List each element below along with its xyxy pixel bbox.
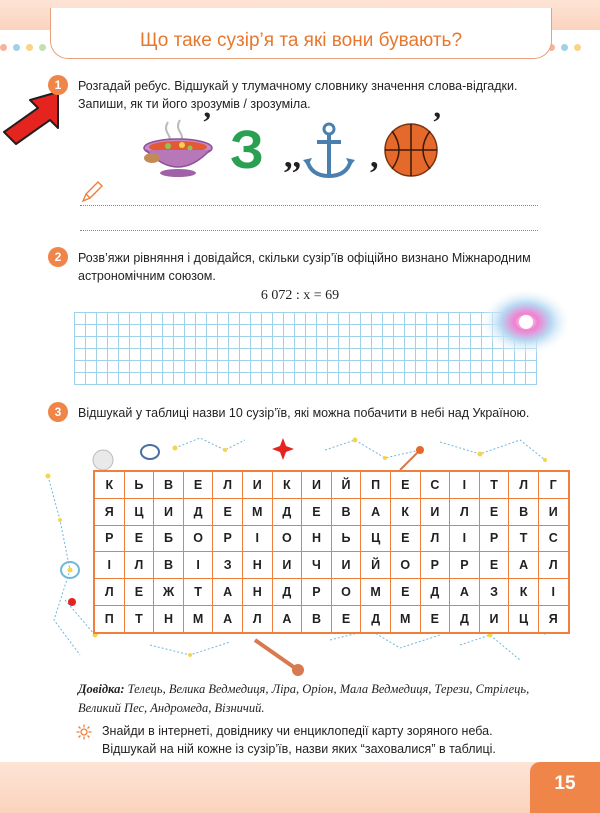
grid-cell[interactable]: А xyxy=(450,579,480,606)
grid-cell[interactable]: М xyxy=(390,605,420,632)
grid-cell[interactable]: Ц xyxy=(124,498,154,525)
grid-cell[interactable]: Я xyxy=(538,605,568,632)
answer-grid[interactable] xyxy=(74,312,537,385)
grid-cell[interactable]: П xyxy=(361,471,391,498)
extra-task-text: Знайди в інтернеті, довіднику чи енциклопедії карту зоряного неба. Відшукай на ній кожне із сузір’їв, назви яких “заховалися” в таблиці. xyxy=(102,724,496,756)
grid-cell[interactable]: Л xyxy=(213,471,243,498)
page-number: 15 xyxy=(530,762,600,813)
grid-cell[interactable]: И xyxy=(479,605,509,632)
grid-cell[interactable]: И xyxy=(302,471,332,498)
grid-cell[interactable]: Е xyxy=(302,498,332,525)
anchor-icon xyxy=(303,122,355,182)
task-number-2: 2 xyxy=(48,247,68,267)
hint-label: Довідка: xyxy=(78,682,125,696)
grid-cell[interactable]: З xyxy=(213,552,243,579)
task-1-text: Розгадай ребус. Відшукай у тлумачному словнику значення слова-відгадки. Запиши, як ти його зрозумів / зрозуміла. xyxy=(78,79,518,111)
grid-cell[interactable]: М xyxy=(242,498,272,525)
grid-cell[interactable]: Ч xyxy=(302,552,332,579)
grid-row xyxy=(94,471,569,498)
grid-cell[interactable]: А xyxy=(509,552,539,579)
grid-row xyxy=(94,498,569,525)
task-number-1: 1 xyxy=(48,75,68,95)
grid-cell[interactable]: В xyxy=(302,605,332,632)
grid-cell[interactable]: П xyxy=(94,605,124,632)
grid-cell[interactable]: Е xyxy=(420,605,450,632)
grid-cell[interactable]: Л xyxy=(94,579,124,606)
grid-cell[interactable]: О xyxy=(390,552,420,579)
grid-cell[interactable]: И xyxy=(538,498,568,525)
grid-cell[interactable]: Т xyxy=(479,471,509,498)
grid-cell[interactable]: В xyxy=(154,471,184,498)
grid-cell[interactable]: І xyxy=(450,525,480,552)
grid-cell[interactable]: Л xyxy=(538,552,568,579)
grid-cell[interactable]: Н xyxy=(242,579,272,606)
pointer-arrow-icon xyxy=(0,86,62,150)
grid-cell[interactable]: О xyxy=(183,525,213,552)
grid-cell[interactable]: В xyxy=(331,498,361,525)
grid-cell[interactable]: І xyxy=(450,471,480,498)
grid-cell[interactable]: Ь xyxy=(331,525,361,552)
grid-cell[interactable]: С xyxy=(538,525,568,552)
grid-cell[interactable]: Н xyxy=(154,605,184,632)
grid-cell[interactable]: Л xyxy=(509,471,539,498)
grid-cell[interactable]: І xyxy=(94,552,124,579)
grid-cell[interactable]: К xyxy=(390,498,420,525)
grid-cell[interactable]: Ж xyxy=(154,579,184,606)
grid-cell[interactable]: Г xyxy=(538,471,568,498)
grid-cell[interactable]: Д xyxy=(361,605,391,632)
answer-line-2[interactable] xyxy=(80,230,538,231)
task-3-text: Відшукай у таблиці назви 10 сузір’їв, які можна побачити в небі над Україною. xyxy=(78,406,530,420)
grid-cell[interactable]: Е xyxy=(213,498,243,525)
grid-cell[interactable]: Л xyxy=(450,498,480,525)
grid-cell[interactable]: В xyxy=(154,552,184,579)
grid-cell[interactable]: К xyxy=(94,471,124,498)
grid-cell[interactable]: Е xyxy=(479,498,509,525)
grid-cell[interactable]: Е xyxy=(390,579,420,606)
nebula-star-icon xyxy=(478,286,574,358)
rebus-double-comma: ,, xyxy=(284,138,301,175)
decor-dots-right xyxy=(548,38,587,46)
hint-text: Телець, Велика Ведмедиця, Ліра, Оріон, Мала Ведмедиця, Терези, Стрілець, Великий Пес, Андромеда, Візничий. xyxy=(78,682,530,715)
grid-cell[interactable]: О xyxy=(272,525,302,552)
grid-cell[interactable]: Р xyxy=(302,579,332,606)
equation: 6 072 : x = 69 xyxy=(260,288,340,303)
grid-cell[interactable]: К xyxy=(509,579,539,606)
footer-bar xyxy=(0,762,600,813)
grid-cell[interactable]: І xyxy=(538,579,568,606)
rebus-apostrophe-2: ’ xyxy=(432,106,442,139)
grid-cell[interactable]: М xyxy=(361,579,391,606)
grid-cell[interactable]: И xyxy=(242,471,272,498)
grid-cell[interactable]: М xyxy=(183,605,213,632)
grid-cell[interactable]: С xyxy=(420,471,450,498)
grid-cell[interactable]: Р xyxy=(479,525,509,552)
grid-cell[interactable]: Ь xyxy=(124,471,154,498)
grid-cell[interactable]: Р xyxy=(420,552,450,579)
grid-cell[interactable]: Е xyxy=(124,525,154,552)
decor-dots-left xyxy=(0,38,52,46)
grid-cell[interactable]: Й xyxy=(331,471,361,498)
grid-cell[interactable]: Ц xyxy=(509,605,539,632)
grid-cell[interactable]: Р xyxy=(450,552,480,579)
grid-cell[interactable]: Н xyxy=(242,552,272,579)
grid-cell[interactable]: Т xyxy=(183,579,213,606)
title-box xyxy=(50,8,552,59)
grid-cell[interactable]: И xyxy=(420,498,450,525)
grid-cell[interactable]: Л xyxy=(420,525,450,552)
sun-bullet-icon xyxy=(76,724,92,740)
grid-cell[interactable]: К xyxy=(272,471,302,498)
grid-cell[interactable]: Р xyxy=(94,525,124,552)
grid-row xyxy=(94,605,569,632)
grid-cell[interactable]: Р xyxy=(213,525,243,552)
rebus-letter: З xyxy=(230,120,264,180)
task-number-3: 3 xyxy=(48,402,68,422)
grid-cell[interactable]: Й xyxy=(361,552,391,579)
grid-cell[interactable]: І xyxy=(242,525,272,552)
rebus-apostrophe-1: ’ xyxy=(202,106,212,139)
grid-row xyxy=(94,525,569,552)
grid-cell[interactable]: Н xyxy=(302,525,332,552)
grid-cell[interactable]: Е xyxy=(183,471,213,498)
letter-grid xyxy=(93,470,570,634)
grid-cell[interactable]: Д xyxy=(420,579,450,606)
grid-cell[interactable]: В xyxy=(509,498,539,525)
grid-cell[interactable]: Т xyxy=(124,605,154,632)
page-title: Що таке сузір’я та які вони бувають? xyxy=(139,30,463,51)
rebus-comma: , xyxy=(370,138,379,175)
grid-row xyxy=(94,552,569,579)
grid-cell[interactable]: Л xyxy=(242,605,272,632)
grid-cell[interactable]: Д xyxy=(450,605,480,632)
grid-cell[interactable]: Б xyxy=(154,525,184,552)
grid-cell[interactable]: Т xyxy=(509,525,539,552)
grid-cell[interactable]: И xyxy=(272,552,302,579)
grid-cell[interactable]: Е xyxy=(390,525,420,552)
hint-block xyxy=(78,680,548,718)
grid-cell[interactable]: А xyxy=(213,579,243,606)
grid-cell[interactable]: Д xyxy=(272,579,302,606)
grid-cell[interactable]: Е xyxy=(331,605,361,632)
grid-cell[interactable]: Е xyxy=(390,471,420,498)
grid-cell[interactable]: Е xyxy=(479,552,509,579)
grid-cell[interactable]: А xyxy=(272,605,302,632)
grid-cell[interactable]: Д xyxy=(183,498,213,525)
grid-cell[interactable]: А xyxy=(213,605,243,632)
grid-cell[interactable]: Я xyxy=(94,498,124,525)
grid-cell[interactable]: Д xyxy=(272,498,302,525)
grid-row xyxy=(94,579,569,606)
grid-cell[interactable]: А xyxy=(361,498,391,525)
answer-line-1[interactable] xyxy=(80,205,538,206)
pencil-icon xyxy=(80,180,104,204)
task-2-text: Розв’яжи рівняння і довідайся, скільки сузір’їв офіційно визнано Міжнародним астрономічним союзом. xyxy=(78,251,531,283)
grid-cell[interactable]: Л xyxy=(124,552,154,579)
grid-cell[interactable]: Ц xyxy=(361,525,391,552)
grid-cell[interactable]: И xyxy=(331,552,361,579)
grid-cell[interactable]: О xyxy=(331,579,361,606)
grid-cell[interactable]: І xyxy=(183,552,213,579)
grid-cell[interactable]: З xyxy=(479,579,509,606)
grid-cell[interactable]: Е xyxy=(124,579,154,606)
basketball-icon xyxy=(383,122,439,178)
grid-cell[interactable]: И xyxy=(154,498,184,525)
